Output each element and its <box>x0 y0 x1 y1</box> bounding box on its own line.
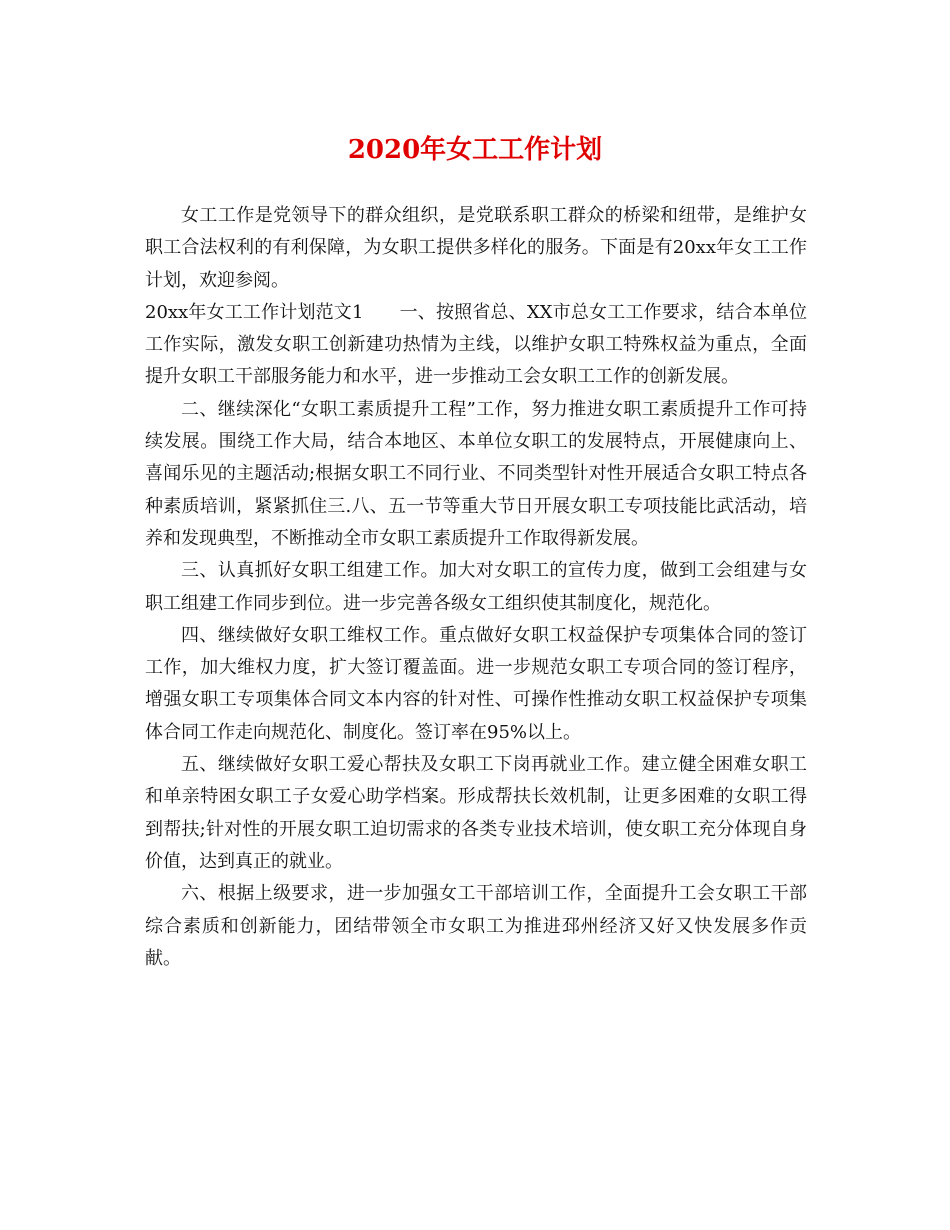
item-1-text: 一、按照省总、XX市总女工工作要求，结合本单位工作实际，激发女职工创新建功热情为主线，以维护女职工特殊权益为重点，全面提升女职工干部服务能力和水平，进一步推动工会女职工工作的创新发展。 <box>145 301 807 388</box>
item-4-paragraph: 四、继续做好女职工维权工作。重点做好女职工权益保护专项集体合同的签订工作，加大维权力度，扩大签订覆盖面。进一步规范女职工专项合同的签订程序，增强女职工专项集体合同文本内容的针对性、可操作性推动女职工权益保护专项集体合同工作走向规范化、制度化。签订率在95%以上。 <box>145 624 807 743</box>
item-2-paragraph: 二、继续深化“女职工素质提升工程”工作，努力推进女职工素质提升工作可持续发展。围绕工作大局，结合本地区、本单位女职工的发展特点，开展健康向上、喜闻乐见的主题活动;根据女职工不同行业、不同类型针对性开展适合女职工特点各种素质培训，紧紧抓住三.八、五一节等重大节日开展女职工专项技能比武活动，培养和发现典型，不断推动全市女职工素质提升工作取得新发展。 <box>145 398 807 549</box>
item-5-paragraph: 五、继续做好女职工爱心帮扶及女职工下岗再就业工作。建立健全困难女职工和单亲特困女职工子女爱心助学档案。形成帮扶长效机制，让更多困难的女职工得到帮扶;针对性的开展女职工迫切需求的各类专业技术培训，使女职工充分体现自身价值，达到真正的就业。 <box>145 754 807 872</box>
sample-heading: 20xx年女工工作计划范文1 <box>145 301 364 323</box>
item-6-paragraph: 六、根据上级要求，进一步加强女工干部培训工作，全面提升工会女职工干部综合素质和创新能力，团结带领全市女职工为推进邳州经济又好又快发展多作贡献。 <box>145 883 807 969</box>
intro-paragraph: 女工工作是党领导下的群众组织，是党联系职工群众的桥梁和纽带，是维护女职工合法权利的有利保障，为女职工提供多样化的服务。下面是有20xx年女工工作计划，欢迎参阅。 <box>145 205 807 291</box>
item-3-paragraph: 三、认真抓好女职工组建工作。加大对女职工的宣传力度，做到工会组建与女职工组建工作同步到位。进一步完善各级女工组织使其制度化，规范化。 <box>145 560 807 614</box>
document-title: 2020年女工工作计划 <box>347 135 603 165</box>
document-body <box>145 200 807 975</box>
sample-paragraph <box>145 297 807 394</box>
